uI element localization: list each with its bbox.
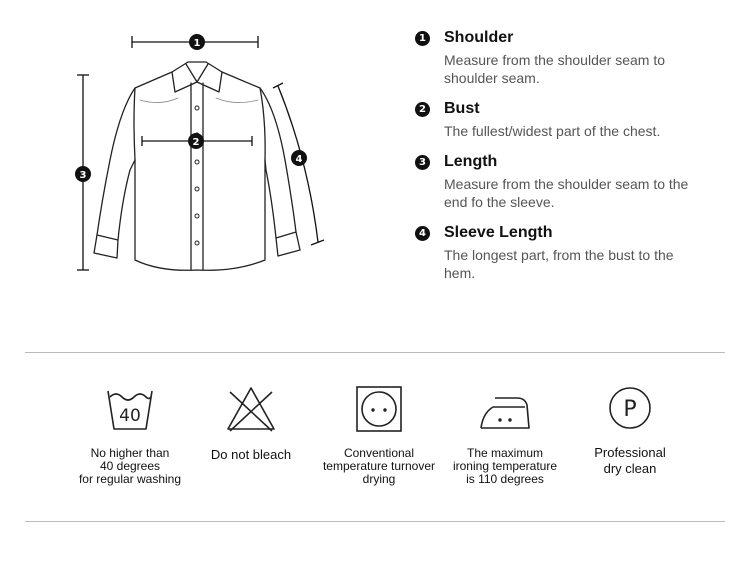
guide-title: Bust [444,100,480,117]
guide-title: Sleeve Length [444,224,553,241]
care-label: Do not bleach [210,447,292,462]
svg-text:40: 40 [119,406,141,426]
guide-description: Measure from the shoulder seam to shoulder seam. [444,52,665,86]
guide-description: Measure from the shoulder seam to the end fo the sleeve. [444,176,689,210]
care-item-wash [60,385,200,486]
guide-title: Shoulder [444,29,514,46]
care-label: No higher than 40 degrees for regular washing [78,446,182,486]
care-item-bleach [181,385,321,463]
marker-3 [75,166,91,182]
care-item-dry-clean [560,385,700,477]
guide-title: Length [444,153,498,170]
guide-item-sleeve-length [415,223,735,282]
guide-item-shoulder [415,28,735,87]
care-label: Conventional temperature turnover drying [322,446,436,486]
marker-1 [189,34,205,50]
care-item-iron [435,385,575,486]
number-badge: 3 [415,155,430,170]
svg-text:3: 3 [79,170,87,181]
svg-text:4: 4 [295,154,303,165]
guide-description: The fullest/widest part of the chest. [444,123,661,139]
svg-text:1: 1 [193,38,201,49]
guide-item-length [415,152,735,211]
guide-description: The longest part, from the bust to the hem. [444,247,674,281]
number-badge: 4 [415,226,430,241]
svg-text:P: P [623,397,637,422]
number-badge: 1 [415,31,430,46]
divider-bottom [25,521,725,522]
tumble-dry-icon [355,385,403,433]
iron-icon [479,385,531,433]
marker-4 [291,150,307,166]
care-label: Professional dry clean [594,445,666,476]
shirt-illustration [60,20,360,300]
dry-clean-icon [607,385,653,431]
guide-item-bust [415,99,735,140]
wash-40-icon [105,385,155,433]
care-item-dry [309,385,449,486]
divider-top [25,352,725,353]
svg-text:2: 2 [192,137,200,148]
number-badge: 2 [415,102,430,117]
measurement-guide [415,28,735,294]
no-bleach-icon [225,385,277,433]
care-label: The maximum ironing temperature is 110 degrees [452,446,558,486]
shirt-diagram [60,20,360,300]
marker-2 [188,133,204,149]
care-instructions [0,385,750,505]
